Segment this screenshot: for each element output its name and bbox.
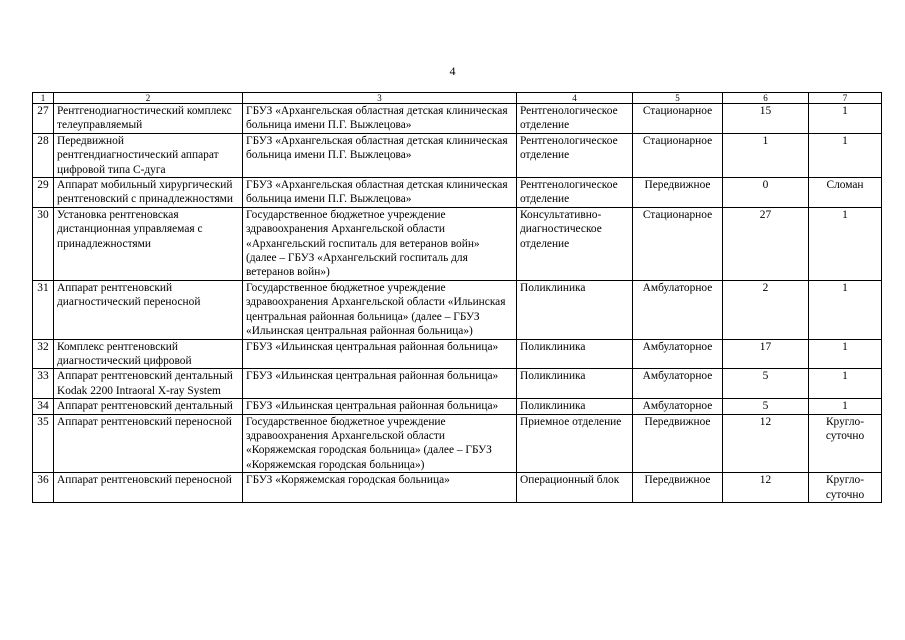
page-number: 4 bbox=[449, 64, 456, 78]
equipment-name: Передвижной рентгендиагностический аппарат цифровой типа С-дуга bbox=[54, 133, 243, 177]
equipment-name: Аппарат рентгеновский дентальный bbox=[54, 399, 243, 414]
usage-count: 27 bbox=[723, 207, 809, 280]
table-row bbox=[33, 473, 882, 503]
department-name: Приемное отделение bbox=[517, 414, 633, 473]
department-name: Рентгенологическое отделение bbox=[517, 178, 633, 208]
organization-name: ГБУЗ «Ильинская центральная районная больница» bbox=[243, 339, 517, 369]
column-number: 3 bbox=[243, 93, 517, 104]
table-row bbox=[33, 104, 882, 134]
equipment-type: Передвижное bbox=[633, 473, 723, 503]
table-row bbox=[33, 369, 882, 399]
status-value: 1 bbox=[809, 280, 882, 339]
equipment-name: Рентгенодиагностический комплекс телеуправляемый bbox=[54, 104, 243, 134]
department-name: Поликлиника bbox=[517, 339, 633, 369]
organization-name: ГБУЗ «Ильинская центральная районная больница» bbox=[243, 399, 517, 414]
organization-name: Государственное бюджетное учреждение здравоохранения Архангельской области «Ильинская центральная районная больница» (далее – ГБУЗ «Ильинская центральная районная больница») bbox=[243, 280, 517, 339]
usage-count: 0 bbox=[723, 178, 809, 208]
organization-name: ГБУЗ «Коряжемская городская больница» bbox=[243, 473, 517, 503]
usage-count: 5 bbox=[723, 399, 809, 414]
row-number: 35 bbox=[33, 414, 54, 473]
status-value: 1 bbox=[809, 207, 882, 280]
column-number-row bbox=[33, 93, 882, 104]
row-number: 28 bbox=[33, 133, 54, 177]
organization-name: ГБУЗ «Архангельская областная детская клиническая больница имени П.Г. Выжлецова» bbox=[243, 178, 517, 208]
table-row bbox=[33, 178, 882, 208]
department-name: Поликлиника bbox=[517, 280, 633, 339]
status-value: Кругло-суточно bbox=[809, 473, 882, 503]
status-value: 1 bbox=[809, 369, 882, 399]
department-name: Операционный блок bbox=[517, 473, 633, 503]
equipment-type: Стационарное bbox=[633, 133, 723, 177]
department-name: Поликлиника bbox=[517, 369, 633, 399]
status-value: 1 bbox=[809, 339, 882, 369]
status-value: 1 bbox=[809, 133, 882, 177]
equipment-name: Аппарат рентгеновский диагностический переносной bbox=[54, 280, 243, 339]
usage-count: 12 bbox=[723, 473, 809, 503]
usage-count: 12 bbox=[723, 414, 809, 473]
equipment-type: Стационарное bbox=[633, 207, 723, 280]
table-row bbox=[33, 339, 882, 369]
usage-count: 1 bbox=[723, 133, 809, 177]
equipment-type: Передвижное bbox=[633, 414, 723, 473]
table-row bbox=[33, 280, 882, 339]
organization-name: Государственное бюджетное учреждение здравоохранения Архангельской области «Коряжемская городская больница» (далее – ГБУЗ «Коряжемская городская больница») bbox=[243, 414, 517, 473]
equipment-name: Установка рентгеновская дистанционная управляемая с принадлежностями bbox=[54, 207, 243, 280]
equipment-type: Амбулаторное bbox=[633, 369, 723, 399]
status-value: 1 bbox=[809, 104, 882, 134]
row-number: 31 bbox=[33, 280, 54, 339]
row-number: 32 bbox=[33, 339, 54, 369]
equipment-name: Аппарат рентгеновский переносной bbox=[54, 414, 243, 473]
equipment-type: Амбулаторное bbox=[633, 399, 723, 414]
table-row bbox=[33, 133, 882, 177]
organization-name: ГБУЗ «Архангельская областная детская клиническая больница имени П.Г. Выжлецова» bbox=[243, 133, 517, 177]
department-name: Рентгенологическое отделение bbox=[517, 104, 633, 134]
equipment-name: Комплекс рентгеновский диагностический цифровой bbox=[54, 339, 243, 369]
table-row bbox=[33, 207, 882, 280]
organization-name: Государственное бюджетное учреждение здравоохранения Архангельской области «Архангельский госпиталь для ветеранов войн» (далее – ГБУЗ «Архангельский госпиталь для ветеранов войн») bbox=[243, 207, 517, 280]
table-row bbox=[33, 399, 882, 414]
column-number: 1 bbox=[33, 93, 54, 104]
column-number: 2 bbox=[54, 93, 243, 104]
row-number: 29 bbox=[33, 178, 54, 208]
row-number: 27 bbox=[33, 104, 54, 134]
equipment-name: Аппарат рентгеновский дентальный Kodak 2200 Intraoral X-ray System bbox=[54, 369, 243, 399]
row-number: 34 bbox=[33, 399, 54, 414]
row-number: 33 bbox=[33, 369, 54, 399]
status-value: 1 bbox=[809, 399, 882, 414]
equipment-type: Стационарное bbox=[633, 104, 723, 134]
equipment-type: Амбулаторное bbox=[633, 339, 723, 369]
status-value: Сломан bbox=[809, 178, 882, 208]
equipment-type: Передвижное bbox=[633, 178, 723, 208]
status-value: Кругло-суточно bbox=[809, 414, 882, 473]
equipment-name: Аппарат рентгеновский переносной bbox=[54, 473, 243, 503]
equipment-type: Амбулаторное bbox=[633, 280, 723, 339]
organization-name: ГБУЗ «Архангельская областная детская клиническая больница имени П.Г. Выжлецова» bbox=[243, 104, 517, 134]
usage-count: 5 bbox=[723, 369, 809, 399]
equipment-table bbox=[32, 92, 882, 503]
department-name: Консультативно-диагностическое отделение bbox=[517, 207, 633, 280]
row-number: 36 bbox=[33, 473, 54, 503]
column-number: 7 bbox=[809, 93, 882, 104]
department-name: Поликлиника bbox=[517, 399, 633, 414]
usage-count: 2 bbox=[723, 280, 809, 339]
usage-count: 15 bbox=[723, 104, 809, 134]
row-number: 30 bbox=[33, 207, 54, 280]
organization-name: ГБУЗ «Ильинская центральная районная больница» bbox=[243, 369, 517, 399]
column-number: 4 bbox=[517, 93, 633, 104]
usage-count: 17 bbox=[723, 339, 809, 369]
column-number: 5 bbox=[633, 93, 723, 104]
department-name: Рентгенологическое отделение bbox=[517, 133, 633, 177]
equipment-name: Аппарат мобильный хирургический рентгеновский с принадлежностями bbox=[54, 178, 243, 208]
column-number: 6 bbox=[723, 93, 809, 104]
table-row bbox=[33, 414, 882, 473]
